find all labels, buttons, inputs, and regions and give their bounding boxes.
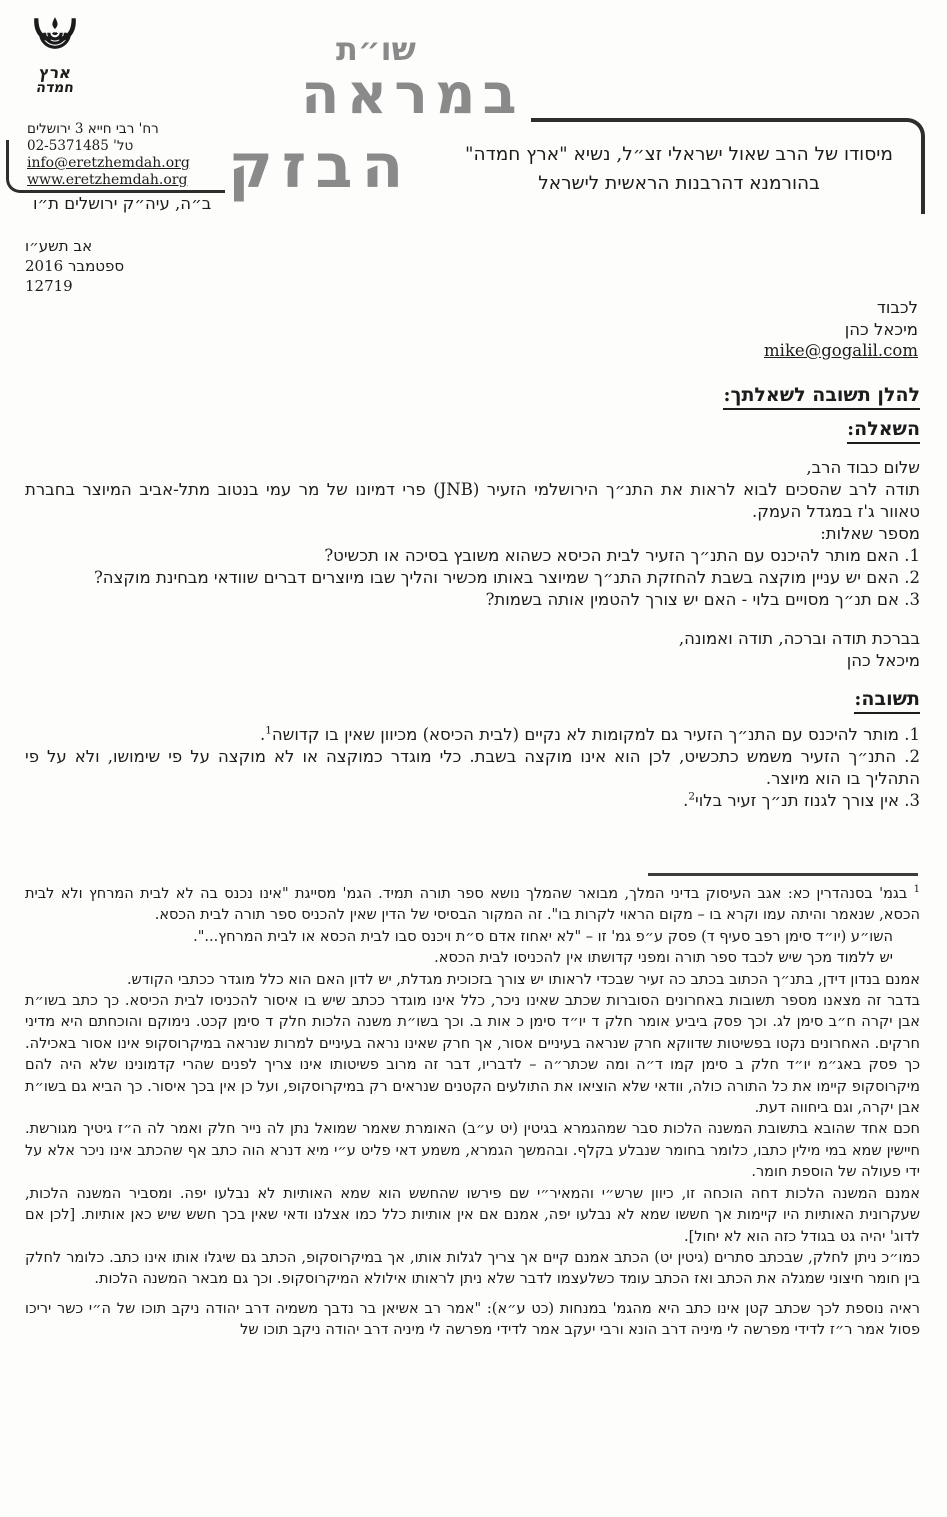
footnote-text: בגמ' בסנהדרין כא: אגב העיסוק בדיני המלך, מבואר שהמלך נושא ספר תורה תמיד. הגמ' מסייגת "אינו נכנס בה לא לבית המרחץ ולא לבית הכסא, שנאמר והיתה עמו וקרא בו – מקום הראוי לקרות בו". זה המקור הבסיסי של הדין שאין להכניס ספר תורה לבית הכסא. bbox=[25, 886, 920, 924]
answer-item bbox=[25, 724, 920, 746]
question-item-number: 3. bbox=[904, 590, 920, 609]
answer-item-tail: . bbox=[683, 791, 689, 810]
hebrew-date: אב תשע״ו bbox=[25, 237, 93, 255]
question-item-text: אם תנ״ך מסויים בלוי - האם יש צורך להטמין אותה בשמות? bbox=[485, 590, 899, 609]
question-body: תודה לרב שהסכים לבוא לראות את התנ״ך הירושלמי הזעיר (JNB) פרי דמיונו של מר עמי בנטוב מתל-אביב המיוצר בחברת טאוור ג'ז במגדל העמק. bbox=[25, 480, 920, 521]
contact-website-link[interactable]: www.eretzhemdah.org bbox=[27, 172, 188, 188]
org-logo-text-line2: חמדה bbox=[35, 80, 75, 96]
answer-item-text: התנ״ך הזעיר משמש כתכשיט, לכן הוא אינו מוקצה בשבת. כלי מוגדר כמוקצה או לא מוקצה על פי שימושו, ולא על פי התהליך בו הוא מיוצר. bbox=[25, 747, 920, 788]
closing-blessing: בברכת תודה וברכה, תודה ואמונה, bbox=[678, 629, 920, 648]
footnote-paragraph: יש ללמוד מכך שיש לכבד ספר תורה ומפני קדושתו אין להכניסו לבית הכסא. bbox=[434, 950, 893, 967]
footnote-paragraph: בדבר זה מצאנו מספר תשובות באחרונים הסוברות שכתב שאינו ניכר, כלל אינו מוגדר ככתב שיש בו איסור להכניסו לבית הכיסא. כך כתב בשו״ת אבן יקרה ח״ב סימן לג. וכך פסק ביביע אומר חלק ד יו״ד סימן כ אות ב. וכך בשו״ת משנה הלכות חלק ד סימן קכט. נימוקם והוכחתם היא מדיני חרקים. האחרונים נקטו בפשיטות שדווקא חרק שנראה בעיניים אסור, אך חרק שאינו נראה בעיניים למרות שנראה במיקרוסקופ אינו אסור באכילה. כך פסק באג״מ יו״ד חלק ב סימן קמו ד״ה ומה שכתר״ה – לדבריו, דבר זה מרוב פשיטותו אינו צריך לפנים שהרי קדמונינו שלא היה להם מיקרוסקופ קיימו את כל התורה כולה, וודאי שלא הוציאו את התולעים הקטנים שנראים רק במיקרוסקופ, ועל כן אין בכך איסור. כך הביא גם בשו״ת אבן יקרה, וגם ביחווה דעת. bbox=[25, 993, 920, 1117]
recipient-name: מיכאל כהן bbox=[844, 319, 918, 339]
answer-item-number: 2. bbox=[904, 747, 920, 766]
footnotes-section bbox=[25, 884, 920, 1342]
masthead-subtitle bbox=[436, 140, 922, 198]
city-blessing-line: ב״ה, עיה״ק ירושלים ת״ו bbox=[33, 194, 212, 213]
question-heading bbox=[25, 417, 920, 444]
question-heading-text: השאלה: bbox=[847, 417, 920, 444]
contact-address: רח' רבי חייא 3 ירושלים bbox=[27, 121, 159, 137]
contact-bracket-decoration bbox=[6, 140, 225, 193]
answer-section bbox=[25, 724, 920, 812]
question-item bbox=[25, 545, 920, 567]
footnote-reference: 1 bbox=[265, 724, 272, 737]
footnote-separator bbox=[648, 873, 918, 876]
answer-item-tail: . bbox=[259, 725, 266, 744]
date-block bbox=[25, 236, 155, 296]
question-item-number: 2. bbox=[904, 568, 920, 587]
reference-number: 12719 bbox=[25, 277, 73, 295]
question-item-text: האם מותר להיכנס עם התנ״ך הזעיר לבית הכיסא כשהוא משובץ בסיכה או תכשיט? bbox=[324, 546, 899, 565]
answer-item-number: 3. bbox=[904, 791, 920, 810]
recipient-salutation: לכבוד bbox=[876, 298, 918, 317]
letter-body bbox=[25, 383, 920, 812]
menorah-flame-emblem-icon bbox=[27, 16, 83, 64]
masthead-title-habazak: הבזק bbox=[228, 131, 413, 202]
subtitle-authority-line: בהורמנא דהרבנות הראשית לישראל bbox=[538, 173, 820, 194]
answer-heading-text: תשובה: bbox=[854, 687, 920, 714]
subtitle-founder-line: מיסודו של הרב שאול ישראלי זצ״ל, נשיא "ארץ חמדה" bbox=[465, 144, 893, 165]
question-item-text: האם יש עניין מוקצה בשבת להחזקת התנ״ך שמיוצר באותו מכשיר והליך שבו מיוצרים דברים שוודאי מבחינת מוקצה? bbox=[93, 568, 899, 587]
intro-heading bbox=[25, 383, 920, 410]
question-list-intro: מספר שאלות: bbox=[820, 524, 920, 543]
question-item-number: 1. bbox=[904, 546, 920, 565]
footnote-paragraph: חכם אחד שהובא בתשובת המשנה הלכות סבר שמהגמרא בגיטין (יט ע״ב) האומרת שאמר שמואל נתן לה נייר חלק ואמר לה ה״ז גיטיך מגורשת. חיישין שמא במי מילין כתבו, כלומר בחומר שנבלע בקלף. ובהמשך הגמרא, משמע דאי פליט ע״י מיא דנרא הוה כתב אף שהכתב אינו ניכר אלא על ידי פעולה של הוספת חומר. bbox=[25, 1121, 920, 1181]
contact-phone: טל' 02-5371485 bbox=[27, 138, 134, 154]
answer-item-text: מותר להיכנס עם התנ״ך הזעיר גם למקומות לא נקיים (לבית הכיסא) מכיוון שאין בו קדושה bbox=[271, 725, 899, 744]
recipient-block bbox=[764, 297, 918, 362]
question-closing bbox=[25, 628, 920, 672]
eretz-hemdah-logo bbox=[18, 16, 92, 96]
answer-item-text: אין צורך לגנוז תנ״ך זעיר בלוי bbox=[695, 791, 899, 810]
org-logo-text-line1: ארץ bbox=[37, 63, 73, 82]
closing-signature: מיכאל כהן bbox=[846, 651, 920, 670]
masthead-title-shut: שו״ת bbox=[336, 30, 416, 68]
answer-item-number: 1. bbox=[904, 725, 920, 744]
footnote-paragraph: אמנם המשנה הלכות דחה הוכחה זו, כיוון שרש״י והמאיר״י שם פירשו שהחשש הוא שמא האותיות לא נבלעו יפה. ומסביר המשנה הלכות, שעקרונית האותיות היו קיימות אך חששו שמא לא נבלעו יפה, אמנם אם אין אותיות כלל כמו אצלנו ודאי שאין בכך חשש שיש כאן אותיות. [לכן אם לדוג' יהיה גט בגודל כזה הוא לא יחול]. bbox=[25, 1185, 920, 1245]
question-item bbox=[25, 567, 920, 589]
answer-item bbox=[25, 746, 920, 790]
answer-item bbox=[25, 790, 920, 812]
footnote-paragraph: ראיה נוספת לכך שכתב קטן אינו כתב היא מהגמ' במנחות (כט ע״א): "אמר רב אשיאן בר נדבך משמיה דרב יהודה ניקב תוכו של ה״י כשר יריכו פסול אמר ר״ז לדידי מפרשה לי מיניה דרב הונא ורבי יעקב אמר לדידי מפרשה לי מיניה דרב יהודה ניקב תוכו של bbox=[25, 1300, 920, 1339]
footnote-reference: 2 bbox=[688, 790, 695, 803]
masthead-title-bemareh: במראה bbox=[301, 61, 524, 127]
question-greeting: שלום כבוד הרב, bbox=[806, 458, 920, 477]
footnote-paragraph bbox=[25, 884, 920, 927]
footnote-marker: 1 bbox=[913, 884, 921, 896]
footnote-paragraph: כמו״כ ניתן לחלק, שבכתב סתרים (גיטין יט) הכתב אמנם קיים אך צריך לגלות אותו, אך במיקרוסקופ, הכתב גם שיגלו אותו אינו כתב. כלומר לחלק בין חומר חיצוני שמגלה את הכתב ואז הכתב עומד כשלעצמו לדבר שלא ניתן לראותו אילולא המיקרוסקופ. וכך גם מבאר המשנה הלכות. bbox=[25, 1249, 920, 1288]
question-item bbox=[25, 589, 920, 611]
footnote-paragraph: אמנם בנדון דידן, בתנ״ך הכתוב בכתב כה זעיר שבכדי לראותו יש צורך בזכוכית מגדלת, יש לדון האם הוא כלל מוגדר ככתבי הקודש. bbox=[126, 971, 920, 988]
contact-email-link[interactable]: info@eretzhemdah.org bbox=[27, 155, 190, 171]
secular-date: ספטמבר 2016 bbox=[25, 257, 125, 275]
recipient-email-link[interactable]: mike@gogalil.com bbox=[764, 341, 918, 360]
question-section bbox=[25, 457, 920, 672]
footnote-paragraph: השו״ע (יו״ד סימן רפב סעיף ד) פסק ע״פ גמ' זו – "לא יאחוז אדם ס״ת ויכנס סבו לבית הכסא או לבית המרחץ...". bbox=[193, 928, 893, 945]
answer-heading bbox=[25, 687, 920, 714]
intro-heading-text: להלן תשובה לשאלתך: bbox=[723, 383, 920, 410]
